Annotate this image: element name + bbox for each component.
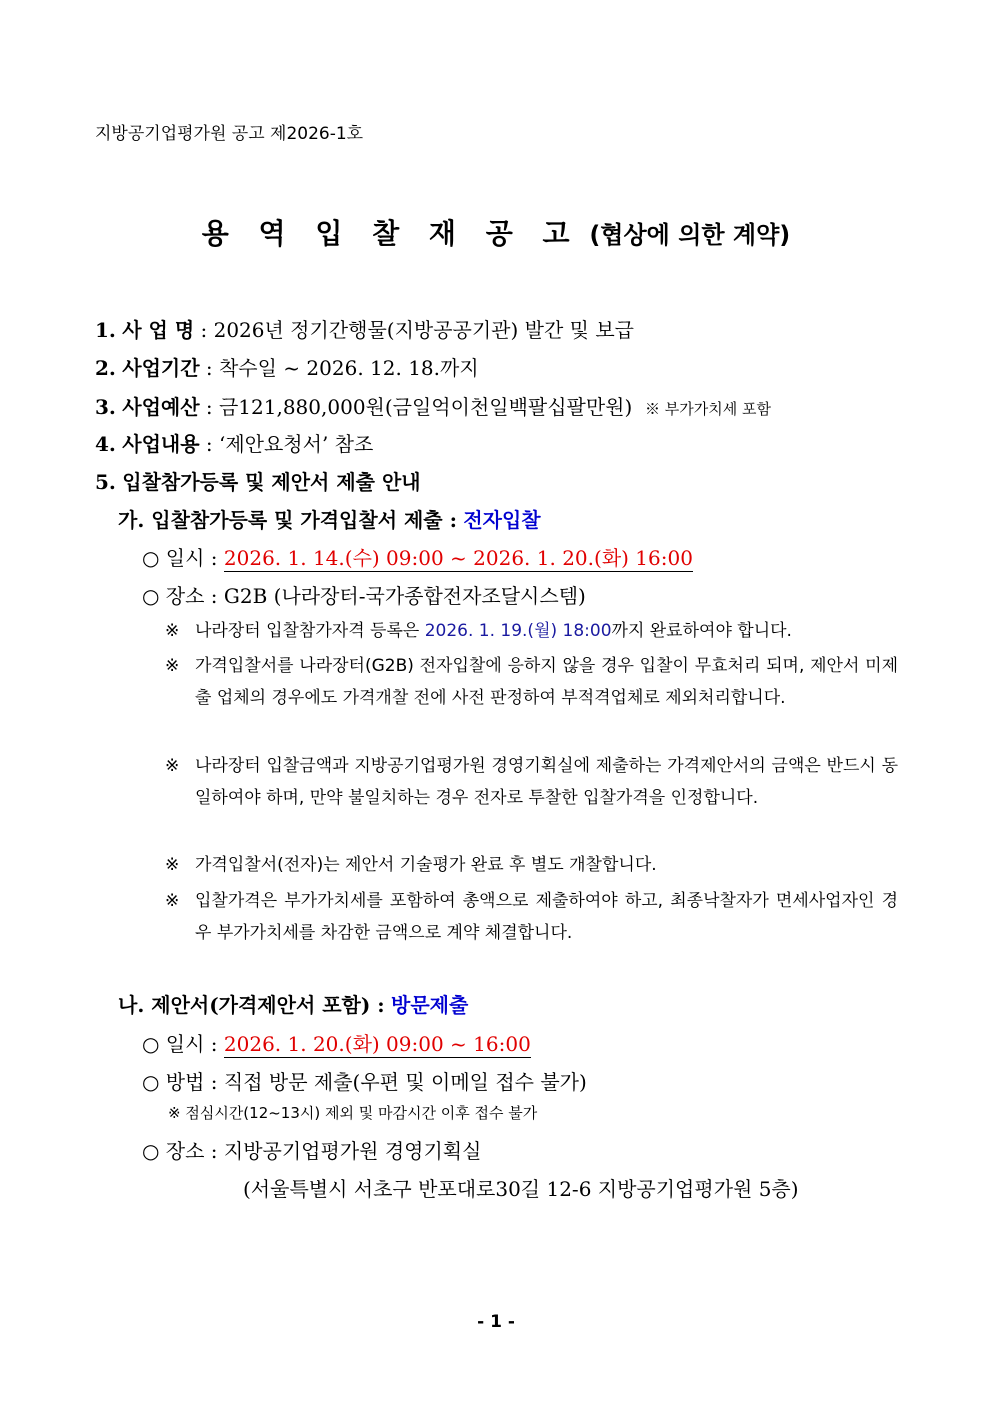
section-b-method: ○ 방법 : 직접 방문 제출(우편 및 이메일 접수 불가) [142, 1070, 587, 1094]
title-sub: (협상에 의한 계약) [589, 221, 791, 249]
note-invalid-bid: ※ 가격입찰서를 나라장터(G2B) 전자입찰에 응하지 않을 경우 입찰이 무효처리 되며, 제안서 미제출 업체의 경우에도 가격개찰 전에 사전 판정하여 부적격업체로 제외처리합니다. [165, 656, 898, 708]
item-project-period: 2. 사업기간 : 착수일 ~ 2026. 12. 18.까지 [95, 356, 479, 380]
announcement-number: 지방공기업평가원 공고 제2026-1호 [95, 124, 364, 144]
page-number: - 1 - [477, 1312, 515, 1332]
item-project-budget: 3. 사업예산 : 금121,880,000원(금일억이천일백팔십팔만원) ※ 부가가치세 포함 [95, 395, 771, 419]
section-b-date: ○ 일시 : 2026. 1. 20.(화) 09:00 ~ 16:00 [142, 1032, 531, 1056]
note-vat: ※ 입찰가격은 부가가치세를 포함하여 총액으로 제출하여야 하고, 최종낙찰자가 면세사업자인 경우 부가가치세를 차감한 금액으로 계약 체결합니다. [165, 891, 898, 943]
item-submission-guide: 5. 입찰참가등록 및 제안서 제출 안내 [95, 470, 421, 494]
section-b-place: ○ 장소 : 지방공기업평가원 경영기획실 [142, 1139, 482, 1163]
note-registration: ※ 나라장터 입찰참가자격 등록은 2026. 1. 19.(월) 18:00까지 완료하여야 합니다. [165, 621, 792, 641]
section-b-method-note: ※ 점심시간(12~13시) 제외 및 마감시간 이후 접수 불가 [168, 1104, 538, 1122]
note-price-match: ※ 나라장터 입찰금액과 지방공기업평가원 경영기획실에 제출하는 가격제안서의 금액은 반드시 동일하여야 하며, 만약 불일치하는 경우 전자로 투찰한 입찰가격을 인정합니다. [165, 756, 898, 808]
section-a-date: ○ 일시 : 2026. 1. 14.(수) 09:00 ~ 2026. 1. 20.(화) 16:00 [142, 546, 693, 570]
title-main: 용 역 입 찰 재 공 고 [201, 217, 580, 250]
item-project-content: 4. 사업내용 : ‘제안요청서’ 참조 [95, 432, 374, 456]
page-title [0, 212, 992, 252]
section-b-heading: 나. 제안서(가격제안서 포함) : 방문제출 [118, 993, 469, 1017]
section-a-heading: 가. 입찰참가등록 및 가격입찰서 제출 : 전자입찰 [118, 508, 541, 532]
vat-note: ※ 부가가치세 포함 [645, 400, 771, 418]
section-b-address: (서울특별시 서초구 반포대로30길 12-6 지방공기업평가원 5층) [243, 1177, 799, 1201]
item-project-name: 1. 사 업 명 : 2026년 정기간행물(지방공공기관) 발간 및 보급 [95, 318, 634, 342]
note-opening: ※ 가격입찰서(전자)는 제안서 기술평가 완료 후 별도 개찰합니다. [165, 855, 657, 875]
section-a-place: ○ 장소 : G2B (나라장터-국가종합전자조달시스템) [142, 584, 586, 608]
